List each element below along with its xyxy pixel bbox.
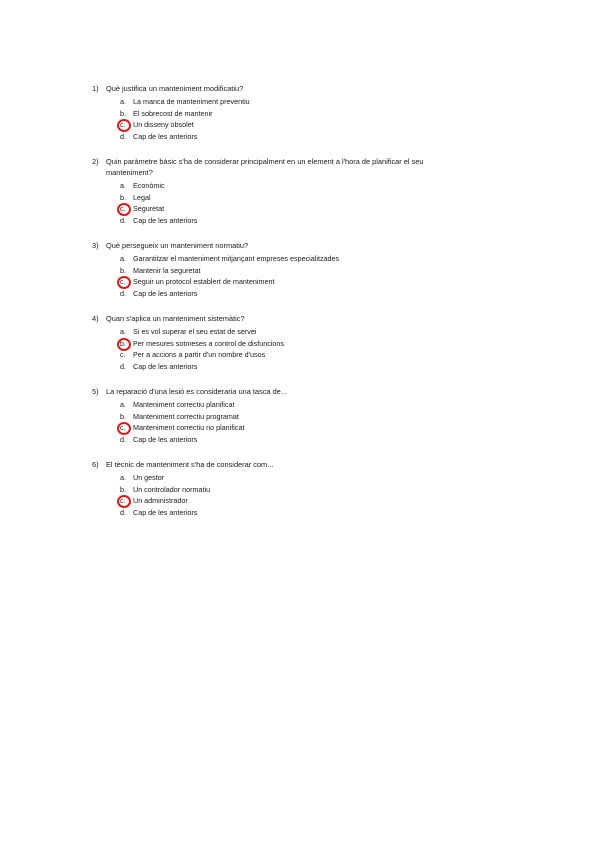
option-text: Legal — [133, 192, 151, 202]
option-letter: c. — [120, 120, 126, 129]
question-6 — [92, 459, 472, 518]
answer-options — [120, 253, 472, 299]
question-number: 5) — [92, 387, 99, 396]
question-number: 3) — [92, 241, 99, 250]
option-text: Manteniment correctiu planificat — [133, 400, 235, 409]
answer-options — [120, 472, 472, 518]
question-text: Quin paràmetre bàsic s'ha de considerar principalment en un element a l'hora de planificar el seu manteniment? — [106, 157, 424, 177]
option-text: Manteniment correctiu programat — [133, 411, 239, 421]
option-letter: c. — [120, 496, 126, 505]
option-letter: a. — [120, 327, 126, 336]
option-text: Si es vol superar el seu estat de servei — [133, 327, 257, 336]
answer-option-selected — [120, 203, 472, 215]
option-letter: d. — [120, 131, 126, 141]
option-letter: d. — [120, 288, 126, 298]
answer-option — [120, 434, 472, 446]
option-text: Mantenir la seguretat — [133, 265, 201, 275]
option-letter: c. — [120, 423, 126, 432]
answer-options — [120, 180, 472, 226]
question-number: 1) — [92, 84, 99, 93]
option-letter: b. — [120, 265, 126, 275]
question-5 — [92, 386, 472, 445]
answer-option — [120, 192, 472, 204]
option-letter: b. — [120, 192, 126, 202]
question-header — [92, 386, 472, 397]
question-text: Què persegueix un manteniment normatiu? — [106, 241, 249, 250]
question-text: Quan s'aplica un manteniment sistemàtic? — [106, 314, 245, 323]
question-header — [92, 156, 472, 178]
option-letter: d. — [120, 507, 126, 517]
answer-option-selected — [120, 119, 472, 131]
option-text: El sobrecost de mantenir — [133, 108, 213, 118]
answer-option — [120, 215, 472, 227]
option-text: Cap de les anteriors — [133, 434, 198, 444]
option-text: Seguretat — [133, 204, 165, 213]
question-number: 6) — [92, 460, 99, 469]
option-text: Garantitzar el manteniment mitjançant empreses especialitzades — [133, 254, 340, 263]
answer-options — [120, 399, 472, 445]
option-text: Un gestor — [133, 473, 165, 482]
question-3 — [92, 240, 472, 299]
question-4 — [92, 313, 472, 372]
option-text: Seguir un protocol establert de manteniment — [133, 277, 275, 286]
answer-option-selected — [120, 495, 472, 507]
answer-option — [120, 108, 472, 120]
question-text: La reparació d'una lesió es consideraria una tasca de... — [106, 387, 287, 396]
answer-options — [120, 96, 472, 142]
option-text: Cap de les anteriors — [133, 361, 198, 371]
answer-option — [120, 399, 472, 411]
answer-option — [120, 361, 472, 373]
answer-option — [120, 96, 472, 108]
question-text: El tècnic de manteniment s'ha de considerar com... — [106, 460, 274, 469]
quiz — [92, 83, 472, 532]
option-text: Per a accions a partir d'un nombre d'usos — [133, 350, 266, 359]
option-text: Cap de les anteriors — [133, 131, 198, 141]
option-text: Un disseny obsolet — [133, 120, 194, 129]
answer-option — [120, 253, 472, 265]
answer-option — [120, 265, 472, 277]
question-2 — [92, 156, 472, 226]
option-text: Cap de les anteriors — [133, 215, 198, 225]
option-letter: c. — [120, 204, 126, 213]
option-letter: a. — [120, 254, 126, 263]
option-letter: b. — [120, 484, 126, 494]
question-number: 4) — [92, 314, 99, 323]
option-text: Cap de les anteriors — [133, 507, 198, 517]
option-text: Un administrador — [133, 496, 188, 505]
question-1 — [92, 83, 472, 142]
option-text: Un controlador normatiu — [133, 484, 211, 494]
option-letter: b. — [120, 411, 126, 421]
question-header — [92, 313, 472, 324]
option-letter: d. — [120, 215, 126, 225]
option-letter: b. — [120, 108, 126, 118]
option-letter: b. — [120, 338, 126, 348]
option-letter: d. — [120, 434, 126, 444]
answer-option — [120, 484, 472, 496]
answer-option — [120, 180, 472, 192]
option-text: Manteniment correctiu no planificat — [133, 423, 245, 432]
answer-option — [120, 288, 472, 300]
option-letter: c. — [120, 277, 126, 286]
option-letter: a. — [120, 473, 126, 482]
answer-option — [120, 411, 472, 423]
question-header — [92, 83, 472, 94]
question-number: 2) — [92, 157, 99, 166]
answer-option — [120, 349, 472, 361]
answer-option — [120, 472, 472, 484]
answer-option — [120, 507, 472, 519]
option-letter: c. — [120, 350, 126, 359]
option-text: Econòmic — [133, 181, 165, 190]
option-letter: a. — [120, 181, 126, 190]
option-letter: a. — [120, 400, 126, 409]
option-letter: a. — [120, 97, 126, 106]
option-letter: d. — [120, 361, 126, 371]
question-text: Què justifica un manteniment modificatiu? — [106, 84, 244, 93]
answer-option-selected — [120, 338, 472, 350]
answer-option-selected — [120, 422, 472, 434]
option-text: La manca de manteniment preventiu — [133, 97, 250, 106]
question-header — [92, 240, 472, 251]
answer-option — [120, 326, 472, 338]
answer-option-selected — [120, 276, 472, 288]
answer-options — [120, 326, 472, 372]
option-text: Cap de les anteriors — [133, 288, 198, 298]
question-header — [92, 459, 472, 470]
answer-option — [120, 131, 472, 143]
option-text: Per mesures sotmeses a control de disfuncions — [133, 338, 285, 348]
